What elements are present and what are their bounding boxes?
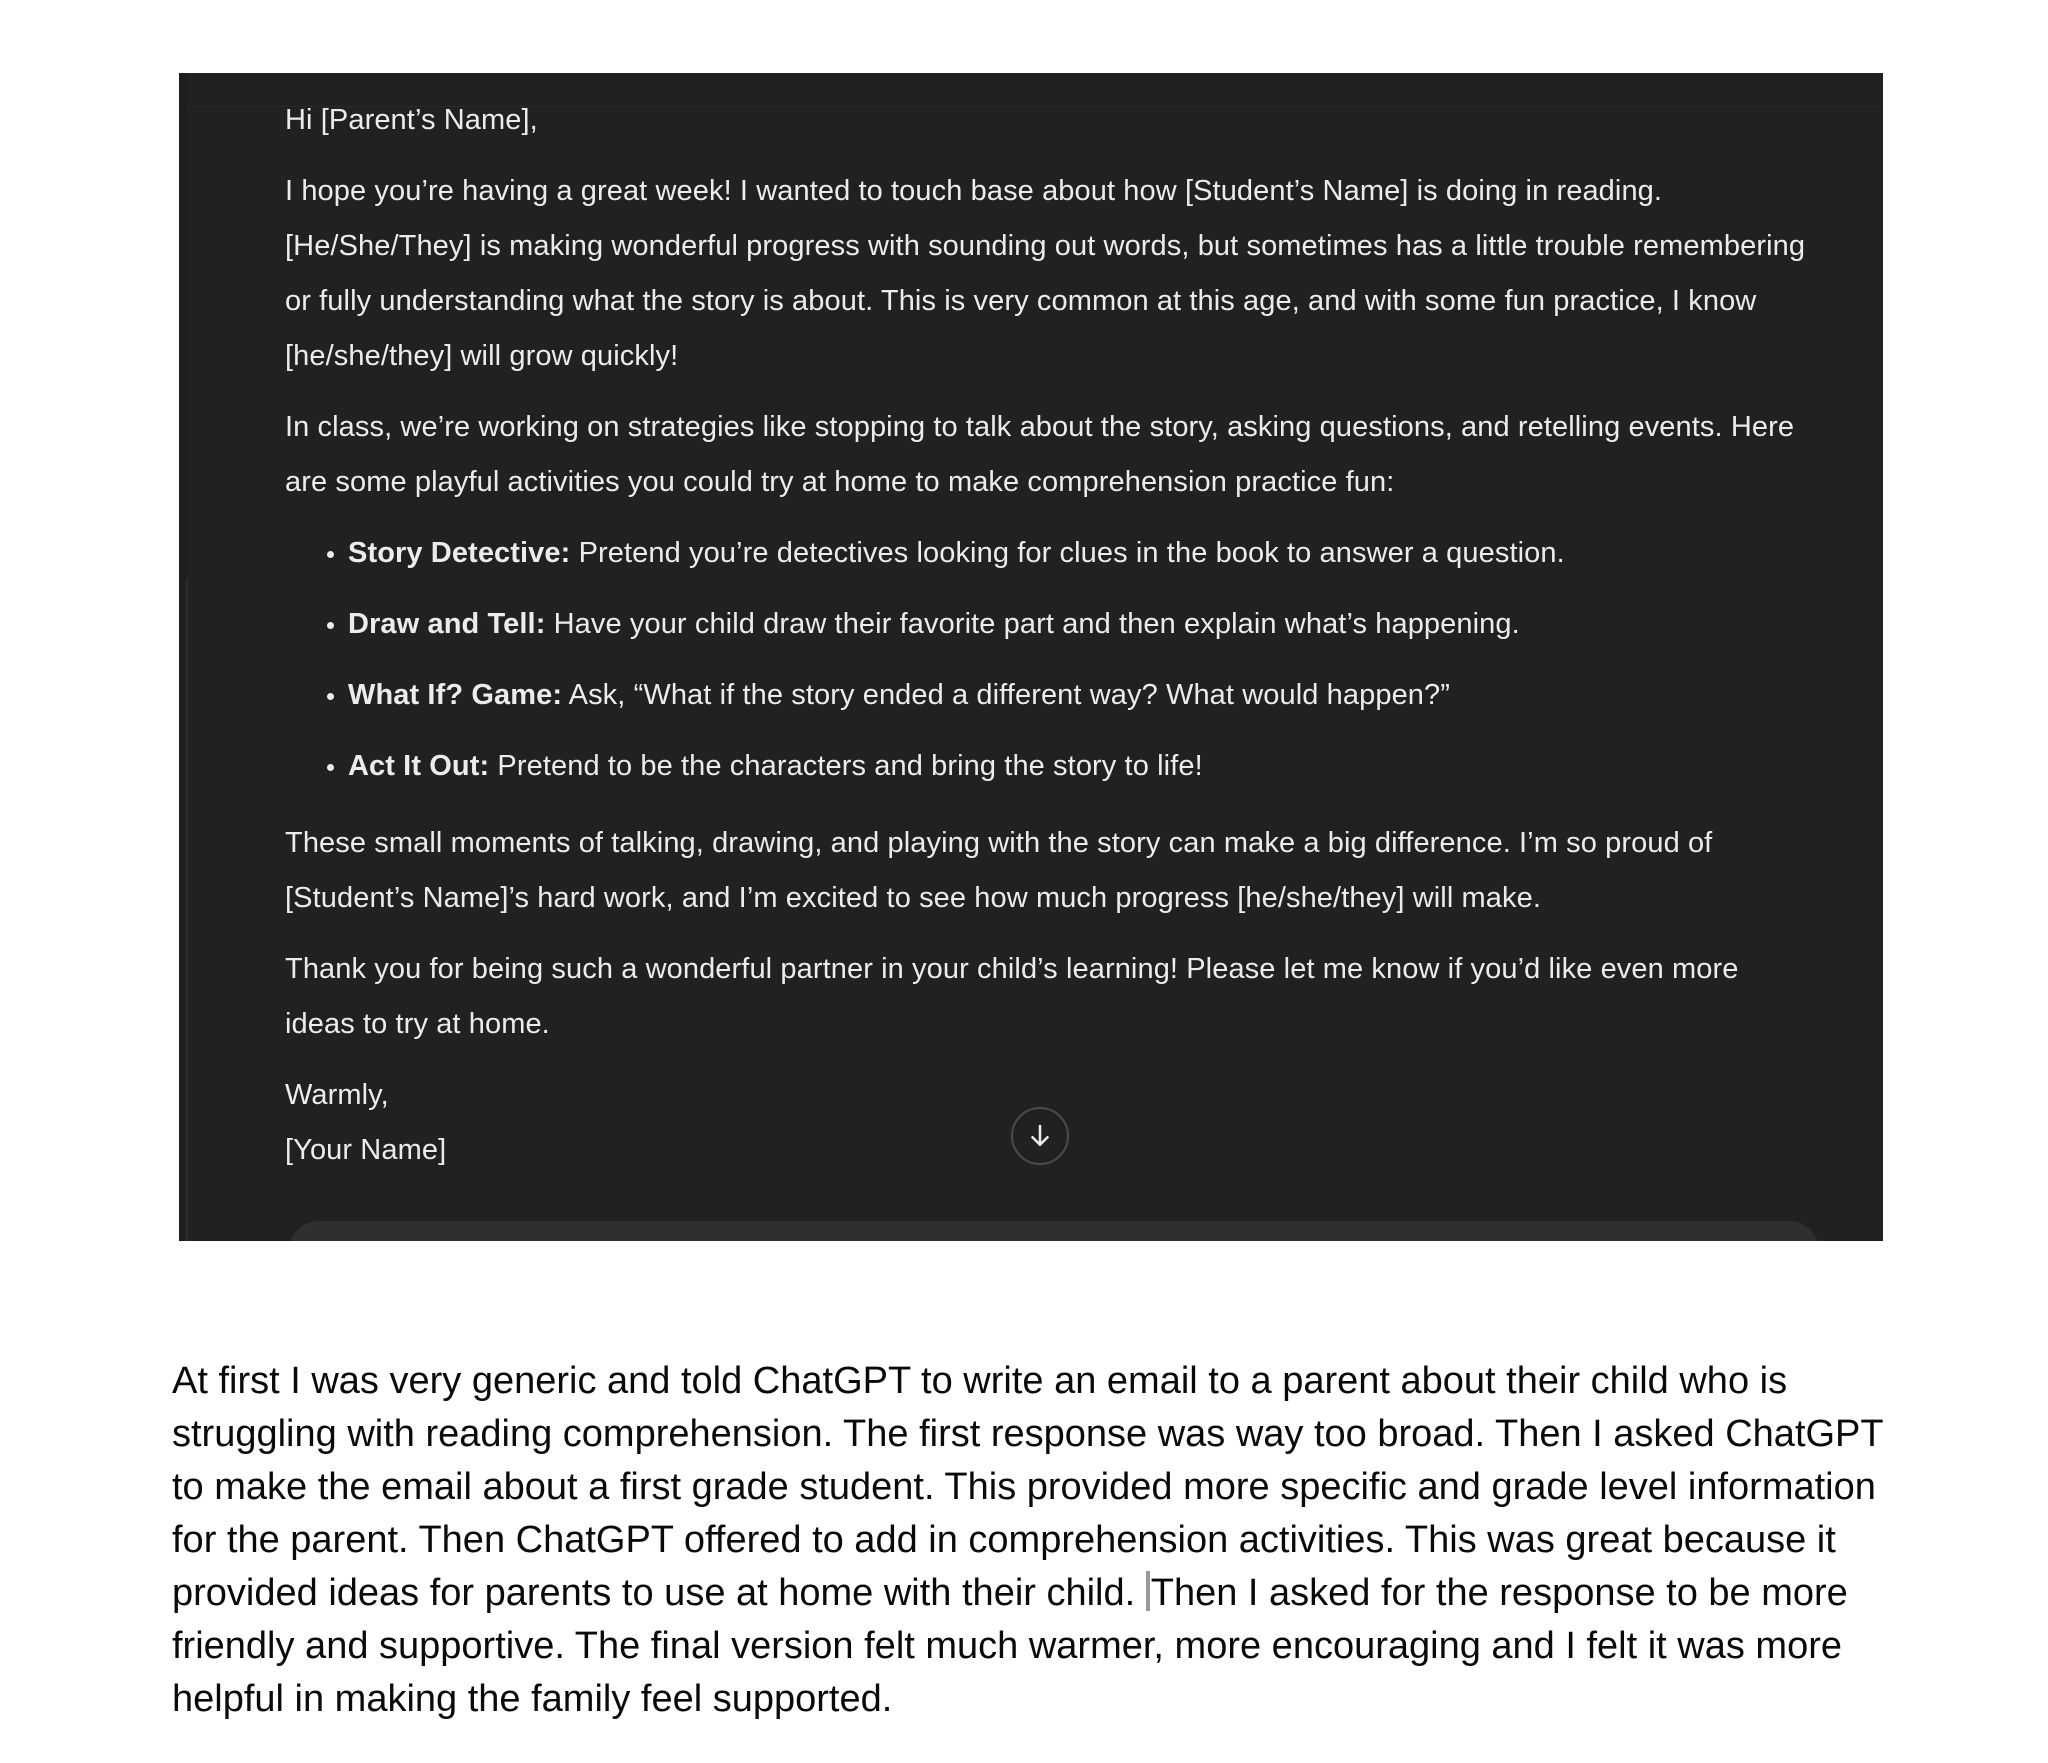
chat-screenshot [179,73,1883,1241]
reflection-paragraph [172,1355,1892,1726]
activity-title: Story Detective: [348,537,571,569]
activity-list [285,526,1815,794]
activity-text: Pretend to be the characters and bring the story to life! [489,750,1203,782]
email-paragraph: These small moments of talking, drawing, and playing with the story can make a big difference. I’m so proud of [Student’s Name]’s hard work, and I’m excited to see how much progress [he/she/they] will make. [285,827,1713,914]
assistant-message [285,93,1815,1178]
text-cursor [1146,1571,1150,1611]
scroll-down-button[interactable] [1011,1107,1069,1165]
list-item [348,668,1815,723]
activity-title: Draw and Tell: [348,608,546,640]
arrow-down-icon [1025,1121,1055,1151]
email-signature: [Your Name] [285,1134,447,1166]
activity-text: Pretend you’re detectives looking for clues in the book to answer a question. [570,537,1565,569]
email-paragraph: I hope you’re having a great week! I wanted to touch base about how [Student’s Name] is doing in reading. [He/She/They] is making wonderful progress with sounding out words, but sometimes has a little trouble remembering or fully understanding what the story is about. This is very common at this age, and with some fun practice, I know [he/she/they] will grow quickly! [285,175,1806,372]
email-greeting: Hi [Parent’s Name], [285,104,538,136]
email-paragraph: Thank you for being such a wonderful partner in your child’s learning! Please let me know if you’d like even more ideas to try at home. [285,953,1739,1040]
list-item [348,739,1815,794]
panel-edge [185,578,188,1241]
reflection-text: At first I was very generic and told ChatGPT to write an email to a parent about their child who is struggling with reading comprehension. The first response was way too broad. Then I asked ChatGPT to make the email about a first grade student. This provided more specific and grade level information for the parent. Then ChatGPT offered to add in comprehension activities. This was great because it provided ideas for parents to use at home with their child. [172,1360,1883,1614]
list-item [348,597,1815,652]
reflection-text: Then I asked for the response to be more friendly and supportive. The final version felt much warmer, more encouraging and I felt it was more helpful in making the family feel supported. [172,1572,1848,1720]
email-paragraph: In class, we’re working on strategies like stopping to talk about the story, asking questions, and retelling events. Here are some playful activities you could try at home to make comprehension practice fun: [285,411,1795,498]
email-signoff: Warmly, [285,1079,389,1111]
activity-title: Act It Out: [348,750,490,782]
activity-title: What If? Game: [348,679,563,711]
message-composer[interactable] [289,1221,1819,1241]
activity-text: Have your child draw their favorite part and then explain what’s happening. [545,608,1520,640]
list-item [348,526,1815,581]
activity-text: Ask, “What if the story ended a different way? What would happen?” [562,679,1451,711]
